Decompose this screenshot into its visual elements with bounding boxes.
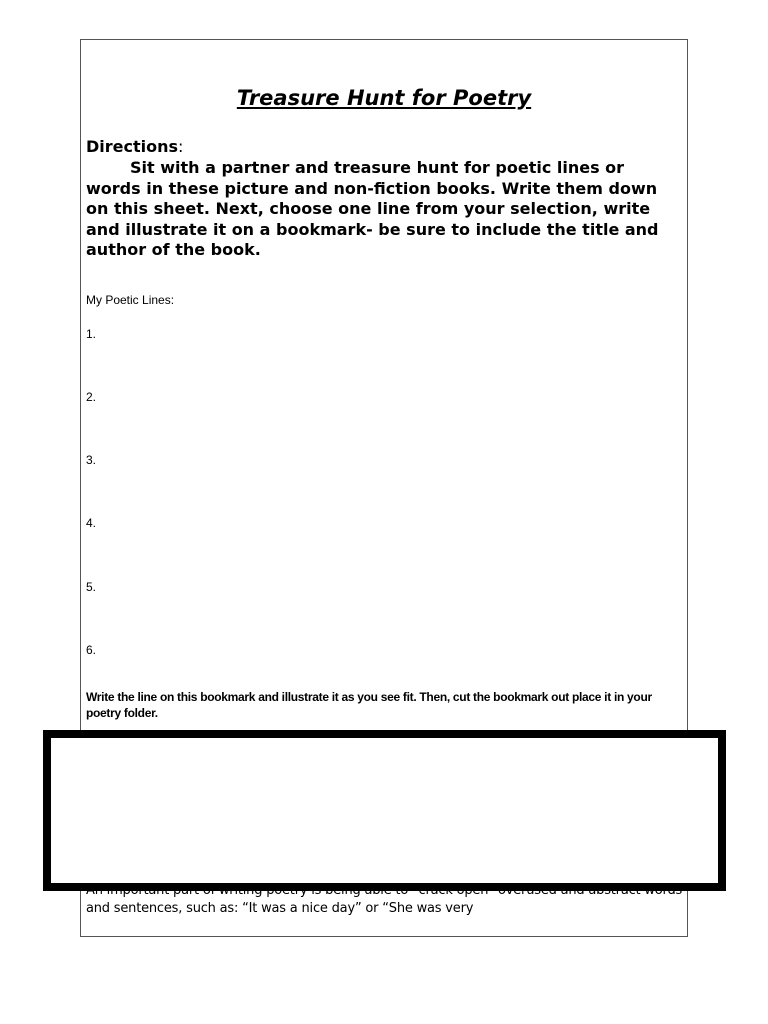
directions-colon: : [178,137,184,156]
poetic-lines-heading: My Poetic Lines: [86,293,175,307]
poetic-line-3-number: 3. [86,453,97,467]
worksheet-title: Treasure Hunt for Poetry [236,86,532,110]
directions-label: Directions [86,137,179,156]
directions-heading [86,137,183,156]
bookmark-box [43,730,726,891]
poetic-line-1-number: 1. [86,327,97,341]
poetic-line-6-number: 6. [86,643,97,657]
directions-text: Sit with a partner and treasure hunt for poetic lines or words in these picture and non-fiction books. Write them down on this sheet. Next, choose one line from your selection, write and illustrate it on a bookmark- be sure to include the title and author of the book. [86,158,659,260]
bookmark-instruction: Write the line on this bookmark and illustrate it as you see fit. Then, cut the bookmark out place it in your poetry folder. [86,690,652,720]
poetic-line-2-number: 2. [86,390,97,404]
poetic-line-4-number: 4. [86,516,97,530]
poetic-line-5-number: 5. [86,580,97,594]
intro-paragraph: and sentences, such as: “It was a nice day” or “She was very [86,900,474,916]
